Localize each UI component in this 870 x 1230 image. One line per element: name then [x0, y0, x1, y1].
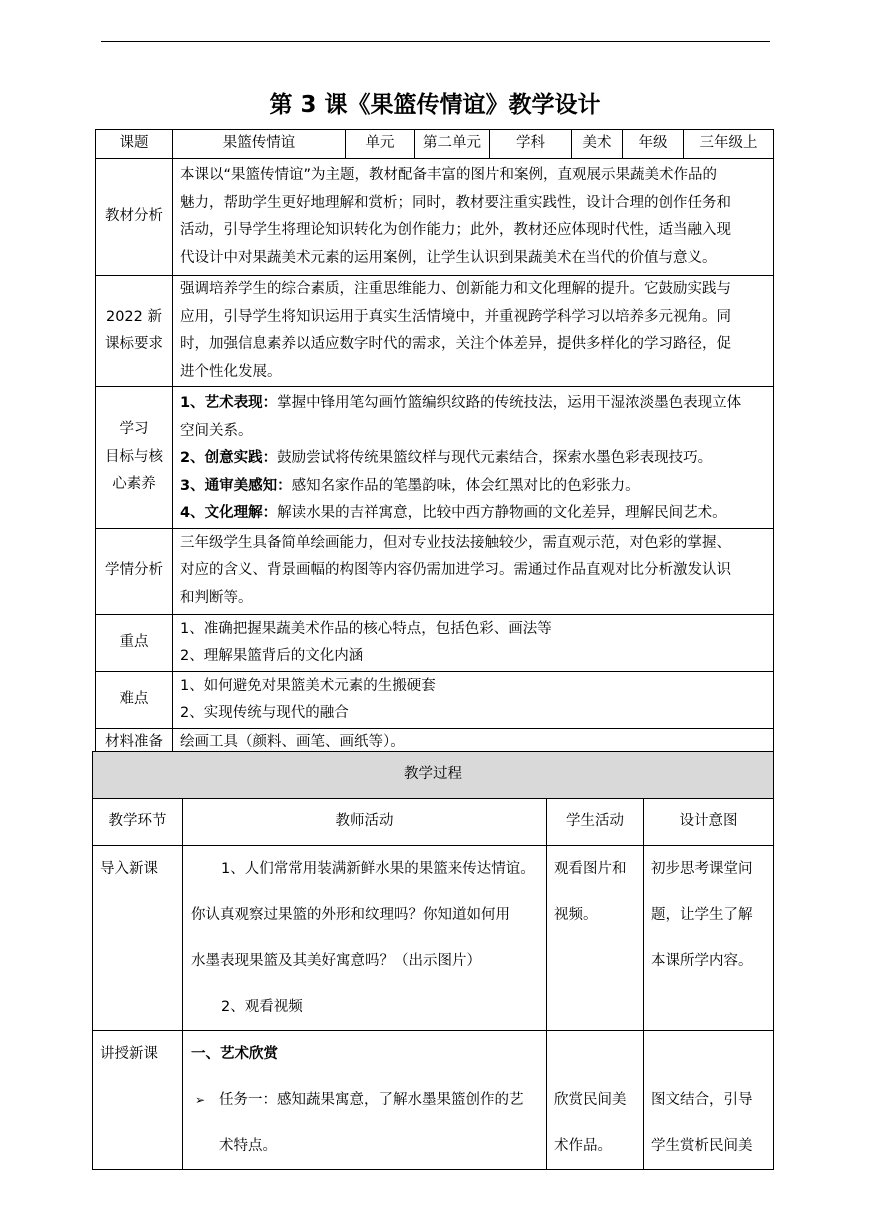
process-header: 教学过程 [93, 752, 774, 799]
textbook-text: 本课以“果篮传情谊”为主题，教材配备丰富的图片和案例，直观展示果蔬美术作品的 魅力，帮助学生更好地理解和赏析；同时，教材要注重实践性，设计合理的创作任务和 活动，引导学生将理论知识转化为创作能力；此外，教材还应体现时代性，适当融入现 代设计中对果蔬美术元素的运用案例，让学生认识到果蔬美术在当代的价值与意义。 [173, 159, 774, 276]
materials-text: 绘画工具（颜料、画笔、画纸等）。 [173, 728, 774, 757]
standard-label: 2022 新 课标要求 [96, 276, 173, 387]
objective-item: 2、创意实践：鼓励尝试将传统果篮纹样与现代元素结合，探索水墨色彩表现技巧。 [180, 450, 713, 466]
keypoints-text: 1、准确把握果蔬美术作品的核心特点，包括色彩、画法等 2、理解果篮背后的文化内涵 [173, 614, 774, 671]
info-table [95, 129, 774, 758]
objectives-text [173, 387, 774, 529]
objective-item: 3、通审美感知：感知名家作品的笔墨韵味，体会红黑对比的色彩张力。 [180, 477, 640, 494]
process-row-intro [93, 846, 774, 1031]
materials-label: 材料准备 [96, 728, 173, 757]
process-columns-row [93, 799, 774, 846]
column-intent: 设计意图 [644, 799, 774, 846]
subject-value: 美术 [572, 130, 623, 159]
unit-label: 单元 [346, 130, 415, 159]
topic-label: 课题 [96, 130, 173, 159]
objectives-row [96, 387, 774, 529]
intent-cell: 图文结合，引导 学生赏析民间美 [644, 1031, 774, 1170]
grade-label: 年级 [623, 130, 684, 159]
students-label: 学情分析 [96, 528, 173, 614]
column-student: 学生活动 [547, 799, 644, 846]
header-rule [101, 41, 770, 42]
column-stage: 教学环节 [93, 799, 183, 846]
stage-cell: 讲授新课 [93, 1031, 183, 1170]
info-row [96, 130, 774, 159]
process-table [92, 751, 774, 1170]
students-text: 三年级学生具备简单绘画能力，但对专业技法接触较少，需直观示范，对色彩的掌握、 对应的含义、背景画幅的构图等内容仍需加进学习。需通过作品直观对比分析激发认识 和判断等。 [173, 528, 774, 614]
standard-row [96, 276, 774, 387]
grade-value: 三年级上 [684, 130, 774, 159]
page-title: 第 3 课《果篮传情谊》教学设计 [269, 92, 601, 118]
unit-value: 第二单元 [415, 130, 490, 159]
objective-item: 1、艺术表现：掌握中锋用笔勾画竹篮编织纹路的传统技法，运用干湿浓淡墨色表现立体 [180, 395, 742, 411]
objective-item: 4、文化理解：解读水果的吉祥寓意，比较中西方静物画的文化差异，理解民间艺术。 [180, 505, 727, 521]
subject-label: 学科 [490, 130, 572, 159]
standard-text: 强调培养学生的综合素质，注重思维能力、创新能力和文化理解的提升。它鼓励实践与 应用，引导学生将知识运用于真实生活情境中，并重视跨学科学习以培养多元视角。同 时，加强信息素养以适应数字时代的需求，关注个体差异，提供多样化的学习路径，促 进个性化发展。 [173, 276, 774, 387]
column-teacher: 教师活动 [183, 799, 547, 846]
intent-cell: 初步思考课堂问 题，让学生了解 本课所学内容。 [644, 846, 774, 1031]
difficulties-text: 1、如何避免对果篮美术元素的生搬硬套 2、实现传统与现代的融合 [173, 671, 774, 728]
textbook-row [96, 159, 774, 276]
objective-item-cont: 空间关系。 [180, 422, 253, 439]
difficulties-label: 难点 [96, 671, 173, 728]
teacher-cell: 一、艺术欣赏 ➢ 任务一：感知蔬果寓意，了解水墨果篮创作的艺 术特点。 [183, 1031, 547, 1170]
stage-cell: 导入新课 [93, 846, 183, 1031]
keypoints-label: 重点 [96, 614, 173, 671]
objectives-label: 学习 目标与核 心素养 [96, 387, 173, 529]
student-cell: 观看图片和 视频。 [547, 846, 644, 1031]
teacher-cell: 1、人们常常用装满新鲜水果的果篮来传达情谊。 你认真观察过果篮的外形和纹理吗？你知道如何用 水墨表现果篮及其美好寓意吗？（出示图片） 2、观看视频 [183, 846, 547, 1031]
keypoints-row [96, 614, 774, 671]
student-cell: 欣赏民间美 术作品。 [547, 1031, 644, 1170]
arrow-bullet-icon: ➢ [195, 1093, 206, 1107]
process-row-lesson [93, 1031, 774, 1170]
topic-value: 果篮传情谊 [173, 130, 346, 159]
process-header-row [93, 752, 774, 799]
students-row [96, 528, 774, 614]
difficulties-row [96, 671, 774, 728]
textbook-label: 教材分析 [96, 159, 173, 276]
